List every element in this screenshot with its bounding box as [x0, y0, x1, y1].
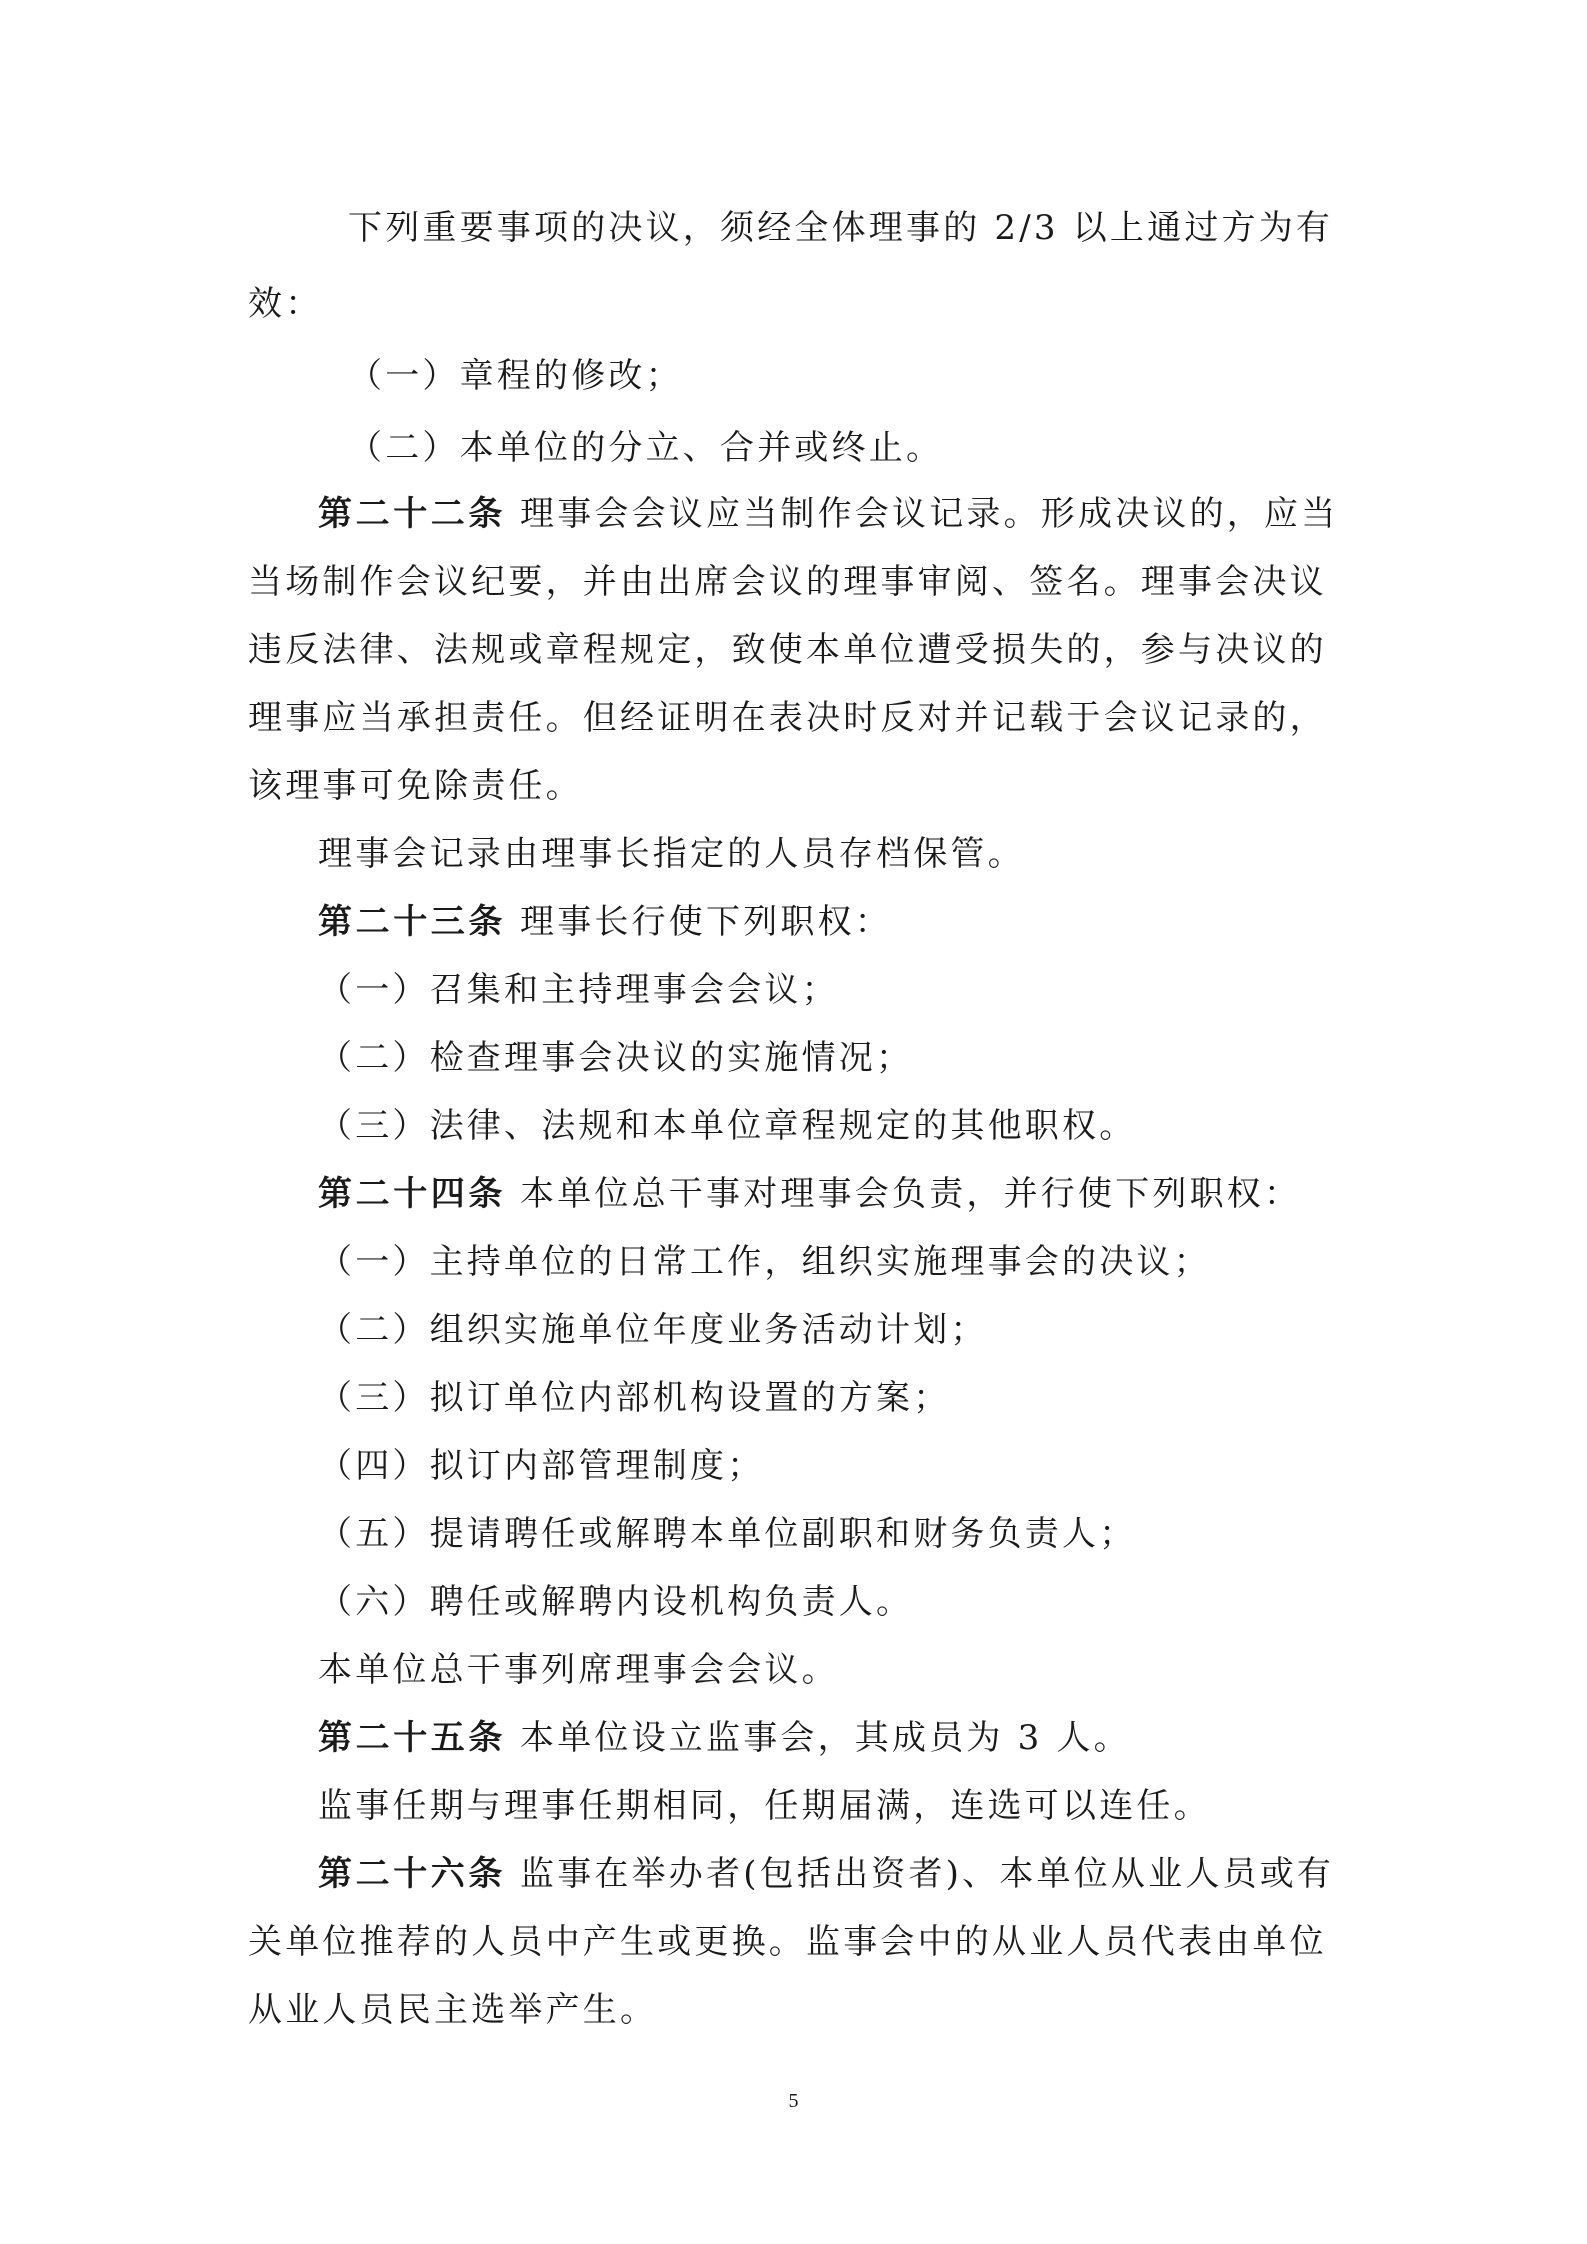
- article-text: 监事在举办者(包括出资者)、本单位从业人员或有: [520, 1854, 1335, 1894]
- article-26-line: [318, 1852, 1418, 1896]
- paragraph-line: 该理事可免除责任。: [248, 766, 583, 806]
- article-heading: 第二十二条: [318, 494, 506, 534]
- list-item: （六）聘任或解聘内设机构负责人。: [318, 1582, 914, 1622]
- paragraph-line: 理事会记录由理事长指定的人员存档保管。: [318, 834, 1025, 874]
- paragraph-line: 当场制作会议纪要，并由出席会议的理事审阅、签名。理事会决议: [248, 562, 1327, 602]
- paragraph-line: 效：: [248, 284, 323, 324]
- list-item: （一）召集和主持理事会会议；: [318, 970, 839, 1010]
- list-item: （三）法律、法规和本单位章程规定的其他职权。: [318, 1106, 1137, 1146]
- article-25-line: [318, 1716, 1418, 1760]
- list-item: （四）拟订内部管理制度；: [318, 1446, 765, 1486]
- paragraph-line: 监事任期与理事任期相同，任期届满，连选可以连任。: [318, 1786, 1211, 1826]
- paragraph-line: 违反法律、法规或章程规定，致使本单位遭受损失的，参与决议的: [248, 630, 1327, 670]
- paragraph-line: 从业人员民主选举产生。: [248, 1990, 658, 2030]
- paragraph-line: 本单位总干事列席理事会会议。: [318, 1650, 839, 1690]
- list-item: （一）章程的修改；: [348, 356, 683, 396]
- article-text: 本单位总干事对理事会负责，并行使下列职权：: [520, 1174, 1302, 1214]
- list-item: （二）本单位的分立、合并或终止。: [348, 428, 944, 468]
- article-heading: 第二十五条: [318, 1718, 506, 1758]
- list-item: （一）主持单位的日常工作，组织实施理事会的决议；: [318, 1242, 1211, 1282]
- article-22-line: [318, 492, 1418, 536]
- paragraph-line: 下列重要事项的决议，须经全体理事的 2/3 以上通过方为有: [348, 208, 1334, 248]
- paragraph-line: 理事应当承担责任。但经证明在表决时反对并记载于会议记录的，: [248, 698, 1327, 738]
- article-heading: 第二十三条: [318, 902, 506, 942]
- article-heading: 第二十四条: [318, 1174, 506, 1214]
- article-text: 本单位设立监事会，其成员为 3 人。: [520, 1718, 1131, 1758]
- page-number: 5: [788, 2090, 799, 2112]
- list-item: （二）检查理事会决议的实施情况；: [318, 1038, 914, 1078]
- list-item: （三）拟订单位内部机构设置的方案；: [318, 1378, 951, 1418]
- article-heading: 第二十六条: [318, 1854, 506, 1894]
- article-text: 理事长行使下列职权：: [520, 902, 892, 942]
- list-item: （五）提请聘任或解聘本单位副职和财务负责人；: [318, 1514, 1137, 1554]
- article-24-line: [318, 1172, 1418, 1216]
- article-23-line: [318, 900, 1418, 944]
- paragraph-line: 关单位推荐的人员中产生或更换。监事会中的从业人员代表由单位: [248, 1922, 1327, 1962]
- article-text: 理事会会议应当制作会议记录。形成决议的，应当: [520, 494, 1339, 534]
- list-item: （二）组织实施单位年度业务活动计划；: [318, 1310, 988, 1350]
